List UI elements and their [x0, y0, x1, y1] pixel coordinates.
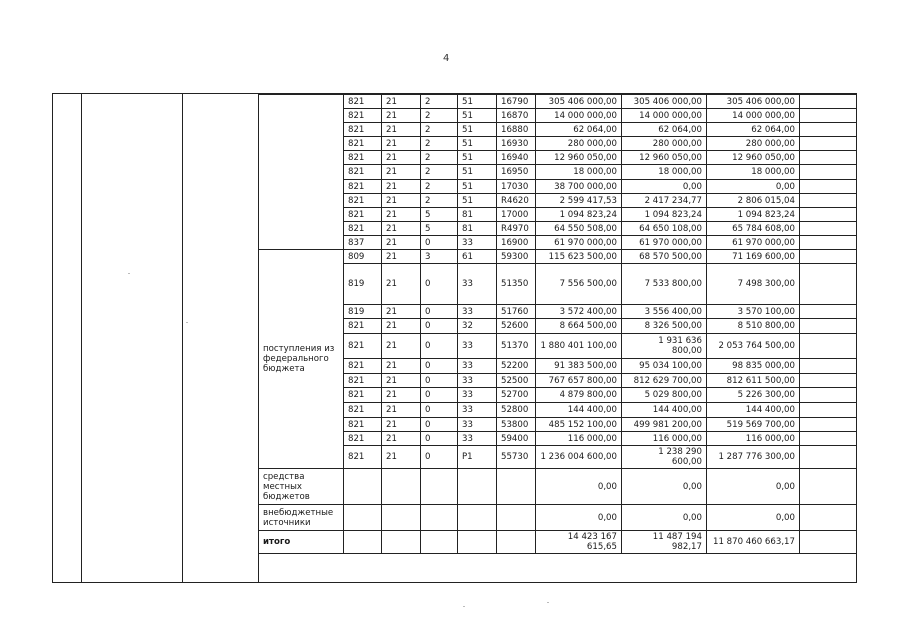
code-cell: 33 [458, 236, 497, 250]
note-cell [800, 403, 857, 418]
source-cell [259, 95, 344, 250]
amount-cell: 0,00 [707, 180, 800, 194]
table-row [259, 208, 857, 222]
note-cell [800, 388, 857, 403]
table-row [259, 95, 857, 109]
amount-cell: 0,00 [707, 469, 800, 505]
note-cell [800, 137, 857, 151]
amount-cell: 1 880 401 100,00 [536, 334, 622, 359]
code-cell: 21 [382, 250, 421, 264]
note-cell [800, 505, 857, 531]
table-row [259, 374, 857, 388]
scan-speck [186, 322, 188, 323]
empty-code-cell [344, 505, 382, 531]
table-row [259, 109, 857, 123]
amount-cell: 0,00 [622, 469, 707, 505]
code-cell: 819 [344, 305, 382, 319]
column-divider [182, 94, 183, 582]
amount-cell: 0,00 [622, 180, 707, 194]
code-cell: 51 [458, 165, 497, 180]
code-cell: P1 [458, 446, 497, 469]
code-cell: 837 [344, 236, 382, 250]
code-cell: 51 [458, 137, 497, 151]
note-cell [800, 180, 857, 194]
code-cell: 0 [421, 374, 458, 388]
code-cell: 0 [421, 334, 458, 359]
summary-row-local [259, 469, 857, 505]
code-cell: 21 [382, 194, 421, 208]
amount-cell: 18 000,00 [707, 165, 800, 180]
code-cell: 821 [344, 137, 382, 151]
code-cell: 16900 [497, 236, 536, 250]
code-cell: 821 [344, 95, 382, 109]
amount-cell: 1 236 004 600,00 [536, 446, 622, 469]
note-cell [800, 123, 857, 137]
amount-cell: 144 400,00 [536, 403, 622, 418]
empty-code-cell [497, 531, 536, 554]
amount-cell: 0,00 [707, 505, 800, 531]
code-cell: R4620 [497, 194, 536, 208]
table-row [259, 236, 857, 250]
code-cell: 21 [382, 222, 421, 236]
empty-code-cell [421, 469, 458, 505]
code-cell: 2 [421, 109, 458, 123]
table-row [259, 180, 857, 194]
code-cell: 21 [382, 123, 421, 137]
code-cell: 821 [344, 374, 382, 388]
amount-cell: 65 784 608,00 [707, 222, 800, 236]
code-cell: 21 [382, 109, 421, 123]
code-cell: 51 [458, 151, 497, 165]
amount-cell: 144 400,00 [707, 403, 800, 418]
amount-cell: 61 970 000,00 [622, 236, 707, 250]
code-cell: 821 [344, 123, 382, 137]
table-row [259, 388, 857, 403]
code-cell: 821 [344, 109, 382, 123]
amount-cell: 280 000,00 [536, 137, 622, 151]
empty-code-cell [458, 469, 497, 505]
table-row [259, 222, 857, 236]
amount-cell: 2 053 764 500,00 [707, 334, 800, 359]
summary-row-extra [259, 505, 857, 531]
amount-cell: 12 960 050,00 [622, 151, 707, 165]
amount-cell: 64 650 108,00 [622, 222, 707, 236]
amount-cell: 1 094 823,24 [707, 208, 800, 222]
code-cell: 5 [421, 208, 458, 222]
amount-cell: 2 806 015,04 [707, 194, 800, 208]
table-row [259, 194, 857, 208]
code-cell: 17000 [497, 208, 536, 222]
code-cell: 821 [344, 151, 382, 165]
code-cell: 16880 [497, 123, 536, 137]
code-cell: 3 [421, 250, 458, 264]
amount-cell: 812 611 500,00 [707, 374, 800, 388]
code-cell: 21 [382, 334, 421, 359]
amount-cell: 1 931 636 800,00 [622, 334, 707, 359]
source-label-local: средства местных бюджетов [259, 469, 344, 505]
amount-cell: 3 556 400,00 [622, 305, 707, 319]
code-cell: 51 [458, 180, 497, 194]
code-cell: 21 [382, 319, 421, 334]
amount-cell: 8 664 500,00 [536, 319, 622, 334]
amount-cell: 116 000,00 [707, 432, 800, 446]
table-row [259, 137, 857, 151]
note-cell [800, 194, 857, 208]
amount-cell: 144 400,00 [622, 403, 707, 418]
code-cell: 821 [344, 359, 382, 374]
code-cell: 2 [421, 151, 458, 165]
code-cell: 5 [421, 222, 458, 236]
note-cell [800, 446, 857, 469]
note-cell [800, 236, 857, 250]
amount-cell: 5 029 800,00 [622, 388, 707, 403]
table-row [259, 151, 857, 165]
amount-cell: 62 064,00 [707, 123, 800, 137]
amount-cell: 14 000 000,00 [622, 109, 707, 123]
note-cell [800, 359, 857, 374]
empty-code-cell [421, 531, 458, 554]
code-cell: 819 [344, 264, 382, 305]
code-cell: 821 [344, 180, 382, 194]
empty-code-cell [344, 531, 382, 554]
note-cell [800, 418, 857, 432]
amount-cell: 4 879 800,00 [536, 388, 622, 403]
note-cell [800, 250, 857, 264]
table-row [259, 305, 857, 319]
table-row [259, 250, 857, 264]
code-cell: 51 [458, 123, 497, 137]
code-cell: 821 [344, 194, 382, 208]
code-cell: 0 [421, 264, 458, 305]
code-cell: 59300 [497, 250, 536, 264]
code-cell: 821 [344, 388, 382, 403]
empty-code-cell [458, 505, 497, 531]
amount-cell: 0,00 [622, 505, 707, 531]
code-cell: 52700 [497, 388, 536, 403]
code-cell: 0 [421, 305, 458, 319]
empty-code-cell [382, 531, 421, 554]
amount-cell: 499 981 200,00 [622, 418, 707, 432]
code-cell: R4970 [497, 222, 536, 236]
code-cell: 2 [421, 194, 458, 208]
scan-speck [463, 606, 465, 607]
code-cell: 821 [344, 403, 382, 418]
amount-cell: 1 287 776 300,00 [707, 446, 800, 469]
code-cell: 0 [421, 432, 458, 446]
amount-cell: 71 169 600,00 [707, 250, 800, 264]
amount-cell: 62 064,00 [536, 123, 622, 137]
code-cell: 21 [382, 359, 421, 374]
table-row [259, 319, 857, 334]
amount-cell: 116 000,00 [536, 432, 622, 446]
amount-cell: 305 406 000,00 [622, 95, 707, 109]
code-cell: 0 [421, 446, 458, 469]
amount-cell: 2 417 234,77 [622, 194, 707, 208]
table-row [259, 165, 857, 180]
amount-cell: 116 000,00 [622, 432, 707, 446]
code-cell: 51 [458, 95, 497, 109]
amount-cell: 95 034 100,00 [622, 359, 707, 374]
empty-code-cell [344, 469, 382, 505]
table-row [259, 418, 857, 432]
code-cell: 21 [382, 208, 421, 222]
scan-speck [128, 273, 130, 274]
page-number: 4 [443, 53, 450, 64]
code-cell: 821 [344, 222, 382, 236]
amount-cell: 485 152 100,00 [536, 418, 622, 432]
code-cell: 53800 [497, 418, 536, 432]
amount-cell: 519 569 700,00 [707, 418, 800, 432]
note-cell [800, 334, 857, 359]
amount-cell: 62 064,00 [622, 123, 707, 137]
amount-cell: 18 000,00 [622, 165, 707, 180]
amount-cell: 1 094 823,24 [622, 208, 707, 222]
amount-cell: 0,00 [536, 505, 622, 531]
table-row [259, 446, 857, 469]
code-cell: 821 [344, 432, 382, 446]
code-cell: 21 [382, 305, 421, 319]
column-divider [81, 94, 82, 582]
empty-code-cell [382, 469, 421, 505]
code-cell: 16950 [497, 165, 536, 180]
code-cell: 33 [458, 418, 497, 432]
code-cell: 821 [344, 334, 382, 359]
code-cell: 33 [458, 334, 497, 359]
code-cell: 33 [458, 432, 497, 446]
code-cell: 821 [344, 208, 382, 222]
amount-cell: 7 556 500,00 [536, 264, 622, 305]
code-cell: 2 [421, 137, 458, 151]
amount-cell: 2 599 417,53 [536, 194, 622, 208]
note-cell [800, 151, 857, 165]
amount-cell: 3 572 400,00 [536, 305, 622, 319]
code-cell: 33 [458, 388, 497, 403]
code-cell: 33 [458, 359, 497, 374]
table-row [259, 334, 857, 359]
source-label-federal: поступления из федерального бюджета [259, 250, 344, 469]
code-cell: 21 [382, 418, 421, 432]
code-cell: 2 [421, 95, 458, 109]
summary-row-total [259, 531, 857, 554]
code-cell: 51 [458, 109, 497, 123]
code-cell: 16930 [497, 137, 536, 151]
note-cell [800, 469, 857, 505]
amount-cell: 7 498 300,00 [707, 264, 800, 305]
amount-cell: 14 000 000,00 [536, 109, 622, 123]
amount-cell: 3 570 100,00 [707, 305, 800, 319]
source-label-extra: внебюджетные источники [259, 505, 344, 531]
amount-cell: 305 406 000,00 [536, 95, 622, 109]
code-cell: 55730 [497, 446, 536, 469]
amount-cell: 115 623 500,00 [536, 250, 622, 264]
table-row [259, 403, 857, 418]
code-cell: 52600 [497, 319, 536, 334]
amount-cell: 11 487 194 982,17 [622, 531, 707, 554]
code-cell: 32 [458, 319, 497, 334]
table-row [259, 359, 857, 374]
code-cell: 2 [421, 123, 458, 137]
scan-speck [547, 602, 549, 603]
code-cell: 2 [421, 165, 458, 180]
code-cell: 0 [421, 236, 458, 250]
code-cell: 21 [382, 264, 421, 305]
code-cell: 21 [382, 165, 421, 180]
amount-cell: 61 970 000,00 [536, 236, 622, 250]
code-cell: 33 [458, 374, 497, 388]
code-cell: 52800 [497, 403, 536, 418]
table-row [259, 264, 857, 305]
note-cell [800, 208, 857, 222]
amount-cell: 7 533 800,00 [622, 264, 707, 305]
empty-code-cell [497, 469, 536, 505]
code-cell: 821 [344, 418, 382, 432]
note-cell [800, 165, 857, 180]
empty-code-cell [421, 505, 458, 531]
code-cell: 21 [382, 95, 421, 109]
amount-cell: 12 960 050,00 [536, 151, 622, 165]
code-cell: 21 [382, 388, 421, 403]
budget-table [258, 94, 857, 554]
code-cell: 21 [382, 236, 421, 250]
source-label-total: итого [259, 531, 344, 554]
code-cell: 51 [458, 194, 497, 208]
budget-table-frame [52, 93, 857, 583]
table-row [259, 123, 857, 137]
code-cell: 821 [344, 165, 382, 180]
code-cell: 16870 [497, 109, 536, 123]
note-cell [800, 531, 857, 554]
code-cell: 2 [421, 180, 458, 194]
code-cell: 33 [458, 305, 497, 319]
code-cell: 16790 [497, 95, 536, 109]
amount-cell: 14 000 000,00 [707, 109, 800, 123]
code-cell: 21 [382, 446, 421, 469]
table-row [259, 432, 857, 446]
amount-cell: 18 000,00 [536, 165, 622, 180]
code-cell: 21 [382, 151, 421, 165]
code-cell: 52200 [497, 359, 536, 374]
amount-cell: 280 000,00 [707, 137, 800, 151]
note-cell [800, 319, 857, 334]
code-cell: 17030 [497, 180, 536, 194]
code-cell: 0 [421, 319, 458, 334]
code-cell: 21 [382, 137, 421, 151]
code-cell: 51760 [497, 305, 536, 319]
code-cell: 0 [421, 388, 458, 403]
amount-cell: 812 629 700,00 [622, 374, 707, 388]
code-cell: 21 [382, 180, 421, 194]
amount-cell: 305 406 000,00 [707, 95, 800, 109]
note-cell [800, 222, 857, 236]
code-cell: 21 [382, 374, 421, 388]
code-cell: 821 [344, 319, 382, 334]
amount-cell: 11 870 460 663,17 [707, 531, 800, 554]
code-cell: 51350 [497, 264, 536, 305]
code-cell: 21 [382, 432, 421, 446]
code-cell: 21 [382, 403, 421, 418]
note-cell [800, 374, 857, 388]
amount-cell: 98 835 000,00 [707, 359, 800, 374]
code-cell: 0 [421, 359, 458, 374]
amount-cell: 14 423 167 615,65 [536, 531, 622, 554]
note-cell [800, 264, 857, 305]
code-cell: 59400 [497, 432, 536, 446]
amount-cell: 5 226 300,00 [707, 388, 800, 403]
empty-code-cell [382, 505, 421, 531]
note-cell [800, 305, 857, 319]
amount-cell: 64 550 508,00 [536, 222, 622, 236]
code-cell: 52500 [497, 374, 536, 388]
code-cell: 821 [344, 446, 382, 469]
note-cell [800, 95, 857, 109]
amount-cell: 8 326 500,00 [622, 319, 707, 334]
empty-code-cell [497, 505, 536, 531]
code-cell: 51370 [497, 334, 536, 359]
amount-cell: 61 970 000,00 [707, 236, 800, 250]
note-cell [800, 109, 857, 123]
amount-cell: 1 238 290 600,00 [622, 446, 707, 469]
amount-cell: 8 510 800,00 [707, 319, 800, 334]
amount-cell: 91 383 500,00 [536, 359, 622, 374]
amount-cell: 12 960 050,00 [707, 151, 800, 165]
code-cell: 0 [421, 403, 458, 418]
code-cell: 81 [458, 208, 497, 222]
empty-code-cell [458, 531, 497, 554]
code-cell: 16940 [497, 151, 536, 165]
amount-cell: 280 000,00 [622, 137, 707, 151]
amount-cell: 68 570 500,00 [622, 250, 707, 264]
amount-cell: 767 657 800,00 [536, 374, 622, 388]
code-cell: 33 [458, 403, 497, 418]
code-cell: 0 [421, 418, 458, 432]
amount-cell: 1 094 823,24 [536, 208, 622, 222]
code-cell: 81 [458, 222, 497, 236]
code-cell: 61 [458, 250, 497, 264]
code-cell: 809 [344, 250, 382, 264]
code-cell: 33 [458, 264, 497, 305]
note-cell [800, 432, 857, 446]
amount-cell: 0,00 [536, 469, 622, 505]
amount-cell: 38 700 000,00 [536, 180, 622, 194]
